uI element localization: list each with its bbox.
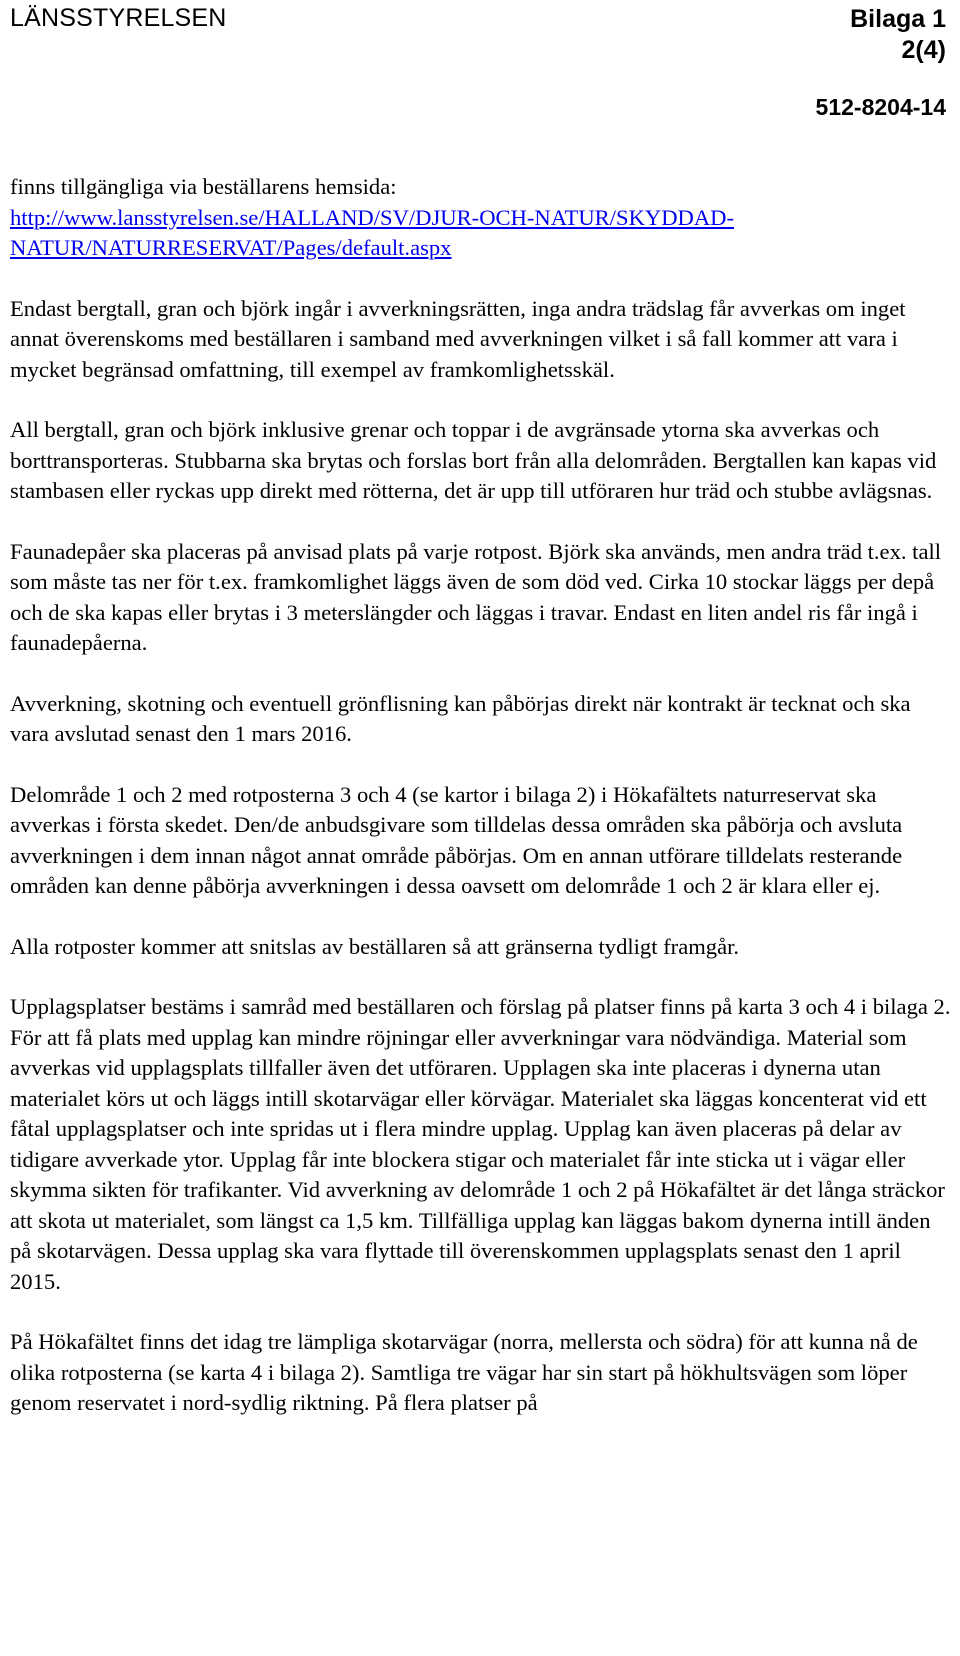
paragraph-harvest-rights: Endast bergtall, gran och björk ingår i avverkningsrätten, inga andra trädslag får avverkas om inget annat överenskoms med beställaren i samband med avverkningen vilket i så fall kommer att vara i mycket begränsad omfattning, till exempel av framkomlighetsskäl. (10, 295, 906, 382)
link-line-2: NATUR/NATURRESERVAT/Pages/default.aspx (10, 235, 452, 260)
attachment-label (850, 4, 946, 66)
website-link[interactable] (10, 203, 955, 264)
document-body (10, 172, 955, 1449)
intro-paragraph (10, 172, 955, 264)
paragraph-marking: Alla rotposter kommer att snitslas av beställaren så att gränserna tydligt framgår. (10, 933, 740, 959)
paragraph-fauna-depots: Faunadepåer ska placeras på anvisad plats på varje rotpost. Björk ska används, men andra träd t.ex. tall som måste tas ner för t.ex. framkomlighet läggs även de som död ved. Cirka 10 stockar läggs per depå och de ska kapas eller brytas i 3 meterslängder och läggas i travar. Endast en liten andel ris får ingå i faunadepåerna. (10, 538, 942, 655)
paragraph-schedule: Avverkning, skotning och eventuell grönflisning kan påbörjas direkt när kontrakt är tecknat och ska vara avslutad senast den 1 mars 2016. (10, 690, 911, 746)
paragraph-first-stage: Delområde 1 och 2 med rotposterna 3 och 4 (se kartor i bilaga 2) i Hökafältets naturreservat ska avverkas i första skedet. Den/de anbudsgivare som tilldelas dessa områden ska påbörja och avsluta avverkningen i dem innan något annat område påbörjas. Om en annan utförare tilldelats resterande områden kan denne påbörja avverkningen i dessa oavsett om delområde 1 och 2 är klara eller ej. (10, 781, 903, 898)
agency-name: LÄNSSTYRELSEN (10, 4, 227, 32)
paragraph-storage-sites: Upplagsplatser bestäms i samråd med beställaren och förslag på platser finns på karta 3 och 4 i bilaga 2. För att få plats med upplag kan mindre röjningar eller avverkningar vara nödvändiga. Material som avverkas vid upplagsplats tillfaller även det utföraren. Upplagen ska inte placeras i dynerna utan materialet körs ut och läggs intill skotarvägar eller körvägar. Materialet ska läggas koncenterat vid ett fåtal upplagsplatser och inte spridas ut i flera mindre upplag. Upplag kan även placeras på delar av tidigare avverkade ytor. Upplag får inte blockera stigar och materialet får inte sticka ut i vägar eller skymma sikten för trafikanter. Vid avverkning av delområde 1 och 2 på Hökafältet är det långa sträckor att skota ut materialet, som längst ca 1,5 km. Tillfälliga upplag kan läggas bakom dynerna intill änden på skotarvägen. Dessa upplag ska vara flyttade till överenskommen upplagsplats senast den 1 april 2015. (10, 994, 951, 1294)
paragraph-removal: All bergtall, gran och björk inklusive grenar och toppar i de avgränsade ytorna ska avverkas och borttransporteras. Stubbarna ska brytas och forslas bort från alla delområden. Bergtallen kan kapas vid stambasen eller ryckas upp direkt med rötterna, det är upp till utföraren hur träd och stubbe avlägsnas. (10, 417, 937, 503)
intro-text: finns tillgängliga via beställarens hemsida: (10, 174, 397, 199)
page-number: 2(4) (901, 36, 946, 64)
attachment-title: Bilaga 1 (850, 5, 946, 33)
link-line-1: http://www.lansstyrelsen.se/HALLAND/SV/DJUR-OCH-NATUR/SKYDDAD- (10, 204, 735, 230)
paragraph-forwarder-roads: På Hökafältet finns det idag tre lämpliga skotarvägar (norra, mellersta och södra) för att kunna nå de olika rotposterna (se karta 4 i bilaga 2). Samtliga tre vägar har sin start på hökhultsvägen som löper genom reservatet i nord-sydlig riktning. På flera platser på (10, 1329, 918, 1415)
document-number: 512-8204-14 (815, 94, 946, 120)
